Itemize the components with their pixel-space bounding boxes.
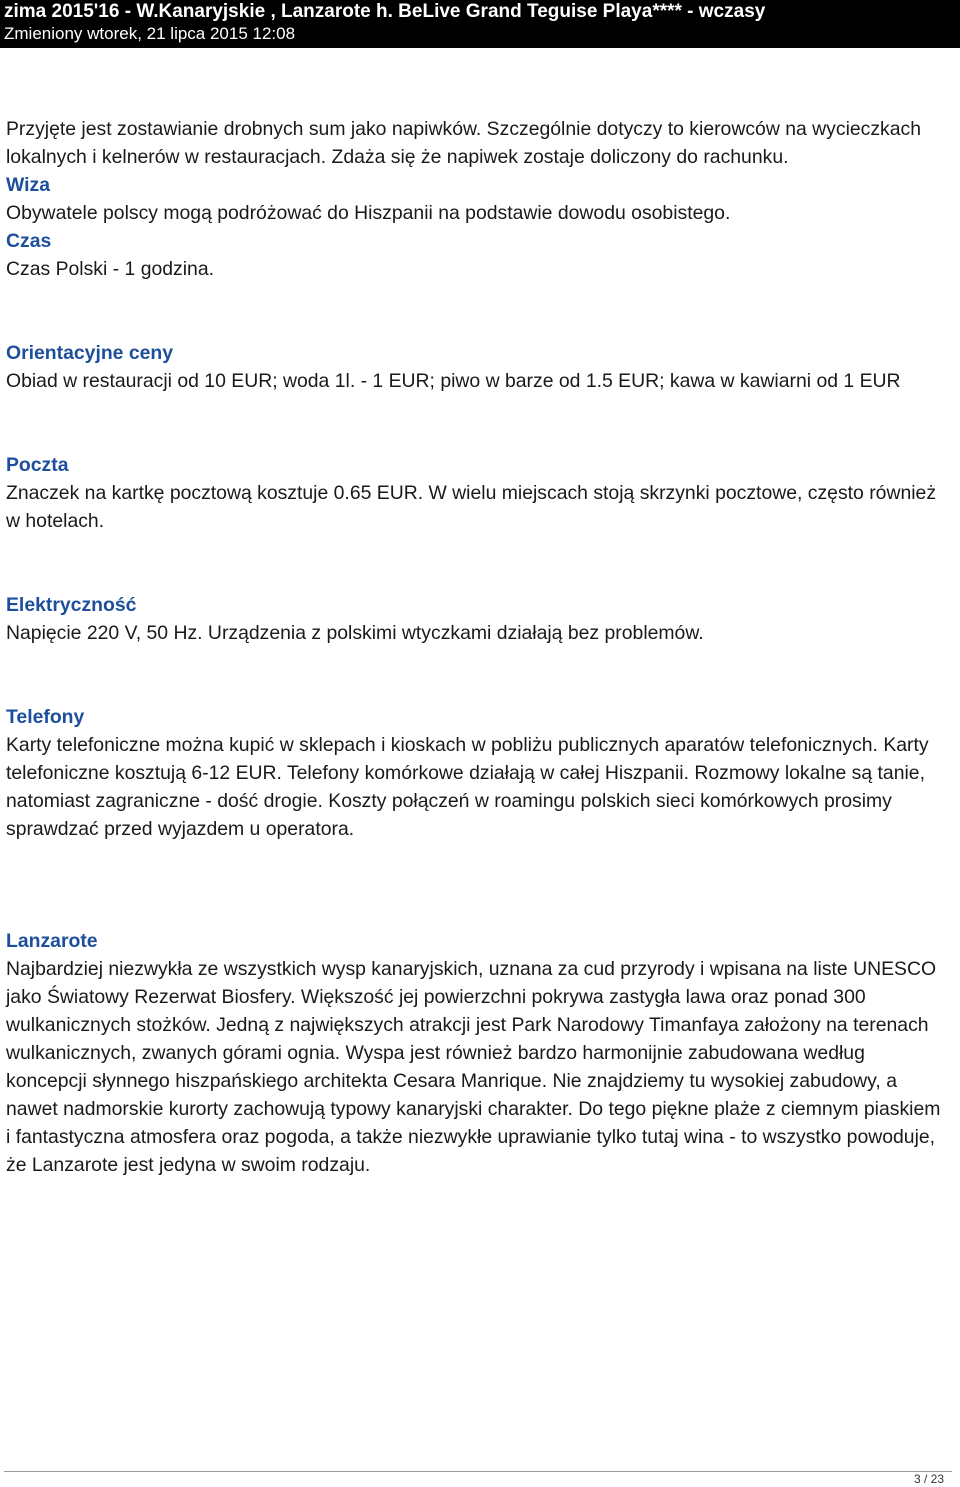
section-heading: Lanzarote bbox=[6, 930, 98, 952]
section-poczta bbox=[6, 451, 946, 535]
section-text: Obywatele polscy mogą podróżować do Hiszpanii na podstawie dowodu osobistego. bbox=[6, 202, 731, 224]
section-elektrycznosc bbox=[6, 591, 946, 647]
footer-divider bbox=[4, 1471, 952, 1472]
section-wiza bbox=[6, 171, 946, 227]
section-text: Karty telefoniczne można kupić w sklepach i kioskach w pobliżu publicznych aparatów telefonicznych. Karty telefoniczne kosztują 6-12 EUR. Telefony komórkowe działają w całej Hiszpanii. Rozmowy lokalne są tanie, natomiast zagraniczne - dość drogie. Koszty połączeń w roamingu polskich sieci komórkowych prosimy sprawdzać przed wyjazdem u operatora. bbox=[6, 734, 929, 840]
document-body bbox=[6, 115, 946, 1179]
section-heading: Orientacyjne ceny bbox=[6, 342, 174, 364]
section-heading: Czas bbox=[6, 230, 52, 252]
page-header bbox=[0, 0, 960, 48]
page-number: 3 / 23 bbox=[913, 1472, 944, 1486]
section-czas bbox=[6, 227, 946, 283]
section-heading: Telefony bbox=[6, 706, 85, 728]
section-heading: Elektryczność bbox=[6, 594, 137, 616]
section-text: Obiad w restauracji od 10 EUR; woda 1l. - 1 EUR; piwo w barze od 1.5 EUR; kawa w kawiarni od 1 EUR bbox=[6, 370, 901, 392]
intro-paragraph: Przyjęte jest zostawianie drobnych sum jako napiwków. Szczególnie dotyczy to kierowców na wycieczkach lokalnych i kelnerów w restauracjach. Zdaża się że napiwek zostaje doliczony do rachunku. bbox=[6, 118, 922, 168]
modified-date: Zmieniony wtorek, 21 lipca 2015 12:08 bbox=[4, 24, 296, 43]
section-heading: Poczta bbox=[6, 454, 69, 476]
section-text: Napięcie 220 V, 50 Hz. Urządzenia z polskimi wtyczkami działają bez problemów. bbox=[6, 622, 704, 644]
section-lanzarote bbox=[6, 927, 946, 1179]
section-telefony bbox=[6, 703, 946, 843]
section-text: Najbardziej niezwykła ze wszystkich wysp kanaryjskich, uznana za cud przyrody i wpisana na liste UNESCO jako Światowy Rezerwat Biosfery. Większość jej powierzchni pokrywa zastygła lawa oraz ponad 300 wulkanicznych stożków. Jedną z największych atrakcji jest Park Narodowy Timanfaya założony na terenach wulkanicznych, zwanych górami ognia. Wyspa jest również bardzo harmonijnie zabudowana według koncepcji słynnego hiszpańskiego architekta Cesara Manrique. Nie znajdziemy tu wysokiej zabudowy, a nawet nadmorskie kurorty zachowują typowy kanaryjski charakter. Do tego piękne plaże z ciemnym piaskiem i fantastyczna atmosfera oraz pogoda, a także niezwykłe uprawianie tylko tutaj wina - to wszystko powoduje, że Lanzarote jest jedyna w swoim rodzaju. bbox=[6, 958, 941, 1176]
section-text: Znaczek na kartkę pocztową kosztuje 0.65 EUR. W wielu miejscach stoją skrzynki pocztowe, często również w hotelach. bbox=[6, 482, 937, 532]
document-title: zima 2015'16 - W.Kanaryjskie , Lanzarote h. BeLive Grand Teguise Playa**** - wczasy bbox=[4, 1, 766, 22]
section-heading: Wiza bbox=[6, 174, 50, 196]
section-text: Czas Polski - 1 godzina. bbox=[6, 258, 215, 280]
section-orientacyjne-ceny bbox=[6, 339, 946, 395]
